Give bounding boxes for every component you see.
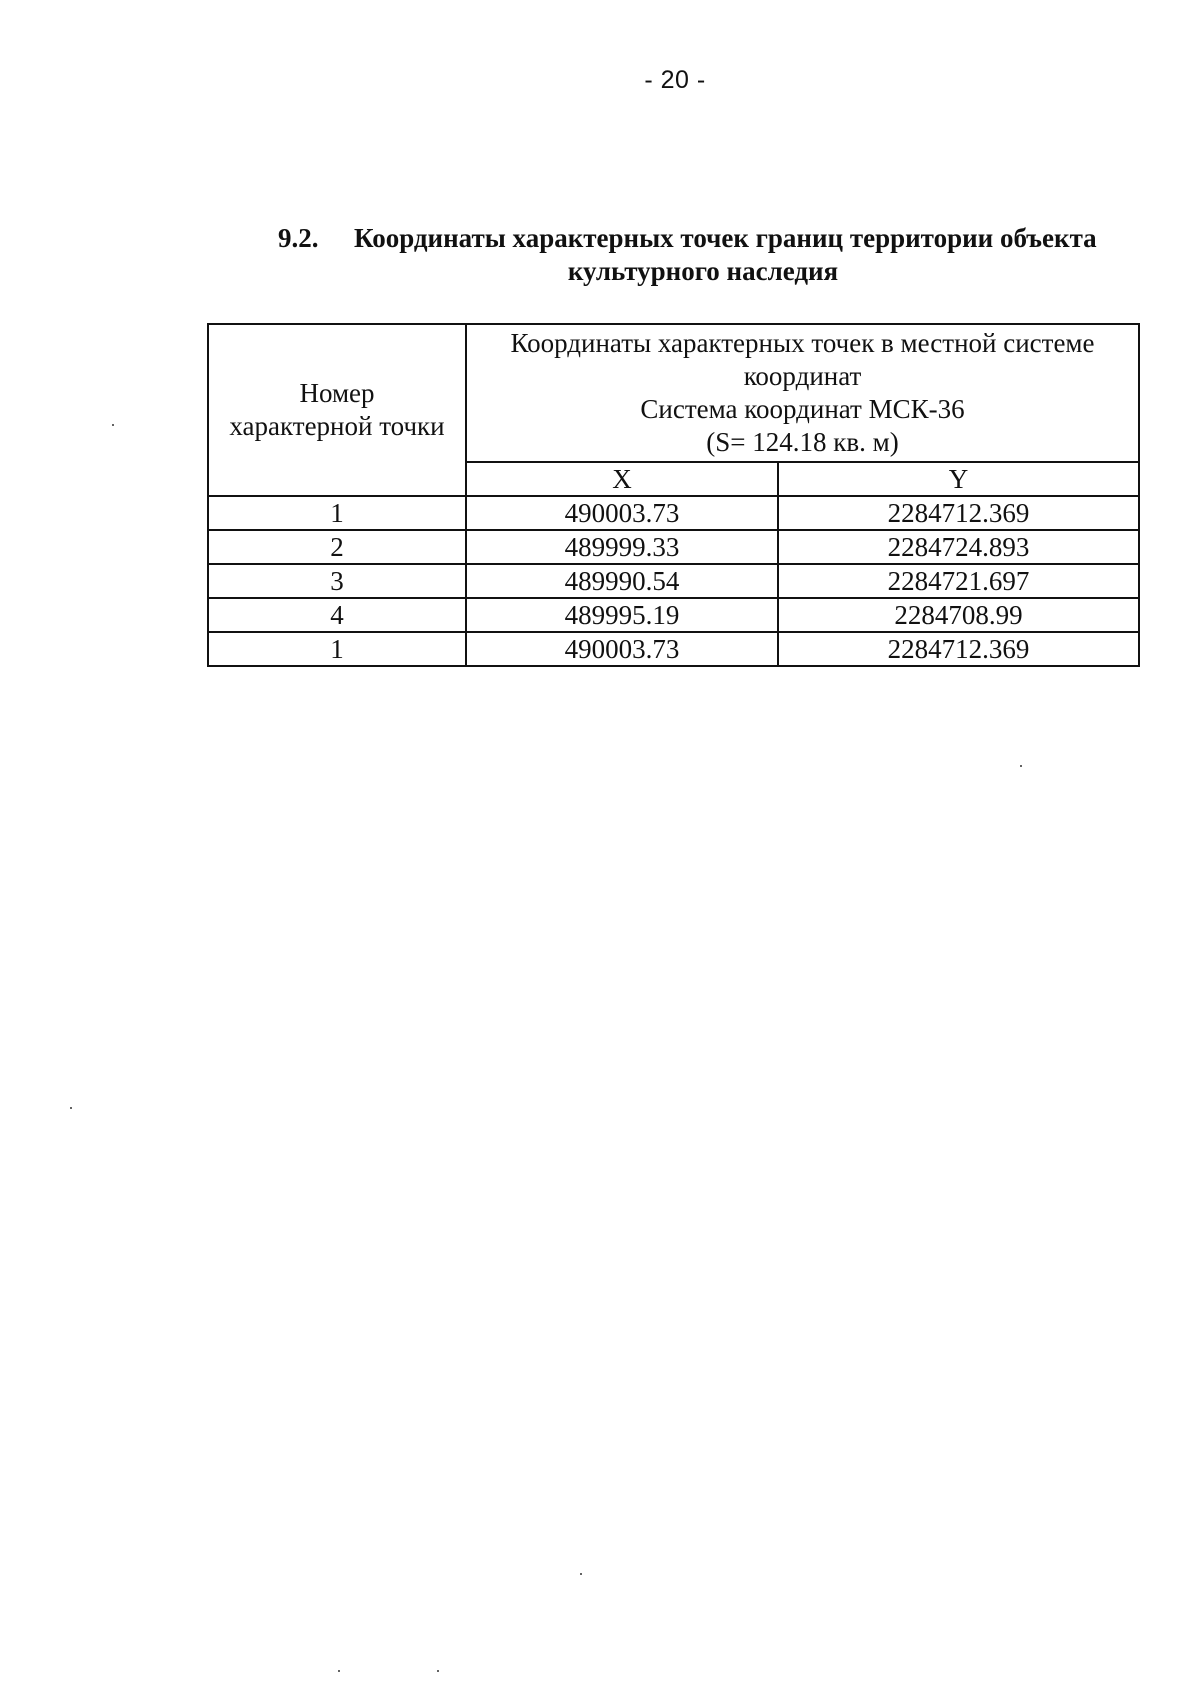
header-coords-line: (S= 124.18 кв. м) — [706, 427, 899, 457]
cell-x: 489999.33 — [466, 530, 778, 564]
cell-point: 2 — [208, 530, 466, 564]
cell-point: 4 — [208, 598, 466, 632]
scan-speck — [70, 1107, 72, 1109]
cell-x: 490003.73 — [466, 632, 778, 666]
coordinates-table — [207, 323, 1140, 667]
cell-y: 2284712.369 — [778, 632, 1139, 666]
cell-point: 3 — [208, 564, 466, 598]
header-y: Y — [778, 462, 1139, 496]
header-coords-line: Координаты характерных точек в местной системе — [510, 328, 1095, 358]
header-point-number — [208, 324, 466, 496]
scan-speck — [112, 424, 114, 426]
cell-y: 2284712.369 — [778, 496, 1139, 530]
section-title-line2: культурного наследия — [567, 256, 839, 286]
header-coords-line: координат — [743, 361, 862, 391]
cell-y: 2284708.99 — [778, 598, 1139, 632]
header-point-line: Номер — [299, 378, 375, 408]
table-row — [208, 632, 1139, 666]
table-row — [208, 530, 1139, 564]
section-heading — [278, 222, 1148, 288]
table-header-row — [208, 324, 1139, 462]
header-x: X — [466, 462, 778, 496]
header-coordinates — [466, 324, 1139, 462]
section-number: 9.2. — [278, 223, 319, 253]
scan-speck — [338, 1670, 340, 1672]
page-number: - 20 - — [644, 66, 706, 94]
header-coords-line: Система координат МСК-36 — [640, 394, 965, 424]
table-row — [208, 598, 1139, 632]
header-point-line: характерной точки — [229, 411, 445, 441]
cell-x: 490003.73 — [466, 496, 778, 530]
scan-speck — [437, 1670, 439, 1672]
cell-point: 1 — [208, 496, 466, 530]
cell-x: 489990.54 — [466, 564, 778, 598]
cell-y: 2284724.893 — [778, 530, 1139, 564]
section-heading-line1 — [278, 222, 1148, 255]
table-row — [208, 564, 1139, 598]
cell-x: 489995.19 — [466, 598, 778, 632]
table-row — [208, 496, 1139, 530]
cell-point: 1 — [208, 632, 466, 666]
cell-y: 2284721.697 — [778, 564, 1139, 598]
scan-speck — [580, 1573, 582, 1575]
scan-speck — [1020, 765, 1022, 767]
section-title-line1: Координаты характерных точек границ территории объекта — [354, 223, 1097, 253]
